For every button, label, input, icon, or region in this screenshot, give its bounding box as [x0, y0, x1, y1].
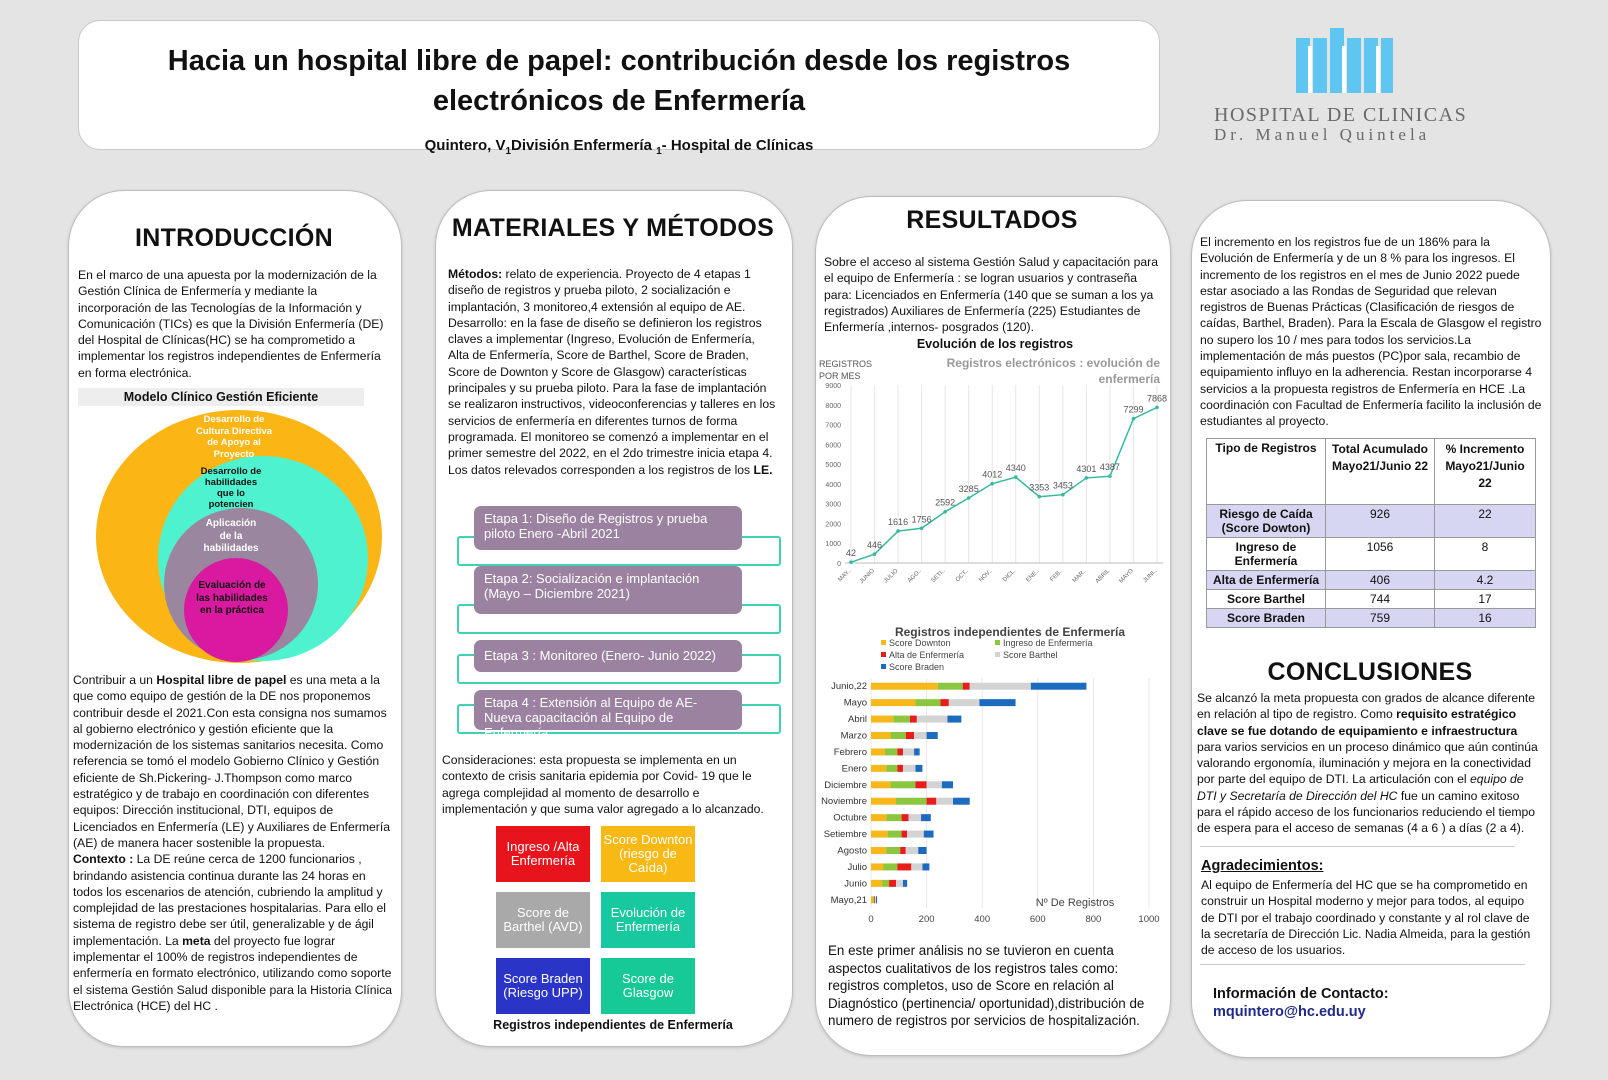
- chart2-bar-segment: [871, 748, 885, 755]
- chart1-point: [967, 496, 971, 500]
- chart1-point: [896, 529, 900, 533]
- chart1-ylabel: REGISTROS: [819, 359, 873, 369]
- table-cell-type: Score Braden: [1207, 609, 1326, 628]
- ack-paragraph: Al equipo de Enfermería del HC que se ha comprometido en construir un Hospital moderno y mejor para todos, al equipo de DTI por el trabajo coordinado y constante y al rol clave de la secretaría de Dirección Lic. Nadia Almeida, para la gestión de acceso de los usuarios.: [1201, 878, 1531, 958]
- chart2-bar-segment: [876, 896, 877, 903]
- logo-line2: Dr. Manuel Quintela: [1214, 125, 1431, 144]
- contact-heading: Información de Contacto:: [1213, 986, 1389, 1002]
- step-3: Etapa 3 : Monitoreo (Enero- Junio 2022): [474, 640, 742, 672]
- chart2-bar-segment: [897, 765, 903, 772]
- chart1-data-label: 446: [867, 540, 883, 551]
- register-tile: Score de Barthel (AVD): [496, 892, 590, 948]
- chart2-category-label: Marzo: [840, 730, 867, 742]
- intro-paragraph-1: En el marco de una apuesta por la modernización de la Gestión Clínica de Enfermería y mediante la incorporación de las Tecnologías de la Información y Comunicación (TICs) es que la División Enfermería (DE) del Hospital de Clínicas(HC) se ha comprometido a implementar los registros independientes de Enfermería en forma electrónica.: [78, 268, 384, 380]
- register-tile: Evolución de Enfermería: [601, 892, 695, 948]
- chart2-bar-segment: [875, 896, 876, 903]
- chart2-category-label: Junio: [844, 878, 867, 890]
- table-cell-value: 759: [1326, 609, 1435, 628]
- chart2-bar-segment: [903, 880, 907, 887]
- tiles-caption: Registros independientes de Enfermería: [493, 1018, 733, 1032]
- chart2-bar-segment: [886, 847, 900, 854]
- chart1-ylabel-2: POR MES: [819, 371, 861, 381]
- chart2-title: Registros independientes de Enfermería: [894, 625, 1126, 639]
- chart1-point: [1085, 476, 1089, 480]
- hospital-logo: [1200, 24, 1490, 144]
- table-row: [1207, 590, 1536, 609]
- chart-bar-container: [815, 612, 1169, 934]
- chart2-bar-segment: [906, 732, 914, 739]
- authors-sup2: 1: [656, 146, 662, 157]
- chart1-point: [920, 526, 924, 530]
- chart2-bar-segment: [896, 880, 903, 887]
- divider-1: [1200, 846, 1515, 847]
- table-cell-value: 17: [1435, 590, 1536, 609]
- chart2-bar-segment: [924, 831, 934, 838]
- chart2-bar-segment: [910, 716, 917, 723]
- methods-paragraph: Métodos: relato de experiencia. Proyecto de 4 etapas 1 diseño de registros y prueba piloto, 2 socialización e implantación, 3 monitoreo,4 extensión al equipo de AE. Desarrollo: en la fase de diseño se definieron los registros claves a implementar (Ingreso, Evolución de Enfermería, Alta de Enfermería, Score de Barthel, Score de Braden, Score de Downton y Score de Glasgow) características principales y su prueba piloto. Para la fase de implantación se realizaron instructivos, videoconferencias y talleres en los servicios de enfermería en diferentes turnos de forma programada. El monitoreo se comenzó a implementar en el primer semestre del 2022, en el 2do trimestre inicia etapa 4. Los datos relevados corresponden a los registros de los LE.: [448, 267, 776, 477]
- chart1-point: [1038, 495, 1042, 499]
- chart2-bar-segment: [871, 781, 890, 788]
- chart2-legend-swatch: [881, 640, 886, 645]
- chart1-xtick: MAY..: [837, 568, 853, 584]
- chart1-point: [1132, 417, 1136, 421]
- chart2-legend-swatch: [881, 652, 886, 657]
- chart2-bar-segment: [927, 781, 942, 788]
- chart2-bar-segment: [902, 831, 908, 838]
- chart2-bar-segment: [918, 847, 926, 854]
- chart1-data-label: 7868: [1146, 393, 1168, 404]
- chart2-category-label: Mayo: [843, 697, 867, 709]
- chart1-ytick: 8000: [825, 402, 841, 410]
- chart1-data-label: 3285: [958, 484, 979, 495]
- chart1-xtick: MAR..: [1071, 568, 1088, 585]
- chart2-bar-segment: [917, 716, 948, 723]
- chart2-legend-label: Alta de Enfermería: [889, 650, 965, 660]
- chart2-bar-segment: [922, 863, 929, 870]
- chart1-ytick: 1000: [825, 541, 841, 549]
- chart2-bar-segment: [941, 699, 949, 706]
- chart-line-registros: [815, 355, 1169, 590]
- ring-label-2: Desarrollo de habilidades que lo potencien: [200, 466, 262, 510]
- chart2-bar-segment: [871, 814, 886, 821]
- considerations: Consideraciones: esta propuesta se implementa en un contexto de crisis sanitaria epidemia por Covid- 19 que le agrega complejidad al momento de desarrollo e implementación y que suma valor agregado a lo alcanzado.: [442, 753, 764, 816]
- chart1-point: [1061, 493, 1065, 497]
- chart2-bar-segment: [871, 798, 896, 805]
- ring-label-1: Desarrollo de Cultura Directiva de Apoyo al Proyecto: [195, 414, 273, 460]
- chart2-bar-segment: [911, 863, 922, 870]
- table-cell-value: 406: [1326, 571, 1435, 590]
- table-cell-type: Riesgo de Caída (Score Dowton): [1207, 505, 1326, 538]
- chart2-bar-segment: [884, 863, 898, 870]
- title-box: [78, 20, 1160, 157]
- chart2-category-label: Agosto: [837, 845, 867, 857]
- chart1-xtick: JUNIO: [858, 568, 876, 586]
- chart2-bar-segment: [902, 814, 909, 821]
- chart2-bar-segment: [871, 863, 884, 870]
- chart1-ytick: 5000: [825, 462, 841, 470]
- chart1-point: [1108, 474, 1112, 478]
- conclusions-paragraph: Se alcanzó la meta propuesta con grados de alcance diferente en relación al tipo de registro. Como requisito estratégico clave se fue dotando de equipamiento e infraestructura para varios servicios en un proceso dinámico que aún continúa valorando ergonomía, iluminación y mejora en la conectividad por parte del equipo de DTI. La articulación con el equipo de DTI y Secretaría de Dirección del HC fue un camino exitoso para el rápido acceso de los funcionarios reduciendo el tiempo de espera para el acceso de semanas (4 a 6 ) a días (2 a 4).: [1197, 691, 1538, 836]
- chart1-xtick: MAYO: [1118, 568, 1135, 585]
- chart1-point: [990, 482, 994, 486]
- poster-title: Hacia un hospital libre de papel: contribución desde los registros electrónicos de Enfermería: [167, 45, 1071, 117]
- divider-2: [1200, 964, 1525, 965]
- chart2-legend-label: Score Downton: [889, 638, 951, 648]
- th-tipo: Tipo de Registros: [1207, 439, 1326, 505]
- intro-paragraph-2: Contribuir a un Hospital libre de papel es una meta a la que como equipo de gestión de la DE nos proponemos contribuir desde el 2021.Con esta consigna nos sumamos al gobierno electrónico y gestión eficiente que la modernización de los sistemas sanitarios necesita. Como referencia se tomó el modelo Gobierno Clínico y Gestión eficiente de Sh.Pickering- J.Thompson como marco estratégico y de trabajo en coordinación con diferentes equipos: Dirección institucional, DTI, equipos de Licenciados en Enfermería (LE) y Auxiliares de Enfermería (AE) de manera hacer sostenible la propuesta. Contexto : La DE reúne cerca de 1200 funcionarios , brindando asistencia continua durante las 24 horas en todos los escenarios de atención, cubriendo la amplitud y complejidad de las prestaciones hospitalarias. Para ello el sistema de registro debe ser útil, generalizable y de ágil implementación. La meta del proyecto fue lograr implementar el 100% de registros independientes de enfermería en formato electrónico, utilizando como soporte el sistema Gestión Salud disponible para la Historia Clínica Electrónica (HCE) del HC .: [73, 673, 393, 1013]
- chart1-xtick: JULIO: [883, 568, 900, 585]
- authors-name: Quintero, V: [424, 137, 506, 154]
- step-4: Etapa 4 : Extensión al Equipo de AE-Nueva capacitación al Equipo de Enfermería.: [474, 690, 742, 730]
- chart2-bar-segment: [871, 765, 886, 772]
- ring-label-3: Aplicación de la habilidades: [203, 518, 259, 554]
- table-cell-value: 1056: [1326, 538, 1435, 571]
- hospital-logo-icon: [1200, 24, 1490, 99]
- conclusions-heading: CONCLUSIONES: [1267, 658, 1473, 686]
- chart1-xtick: SETI..: [930, 568, 947, 585]
- chart2-bar-segment: [979, 699, 1015, 706]
- chart2-bar-segment: [909, 814, 922, 821]
- chart2-bar-segment: [897, 748, 903, 755]
- chart1-data-label: 7299: [1123, 404, 1144, 415]
- chart1-ytick: 4000: [825, 481, 841, 489]
- table-row: [1207, 609, 1536, 628]
- chart2-bar-segment: [890, 732, 905, 739]
- chart2-xlabel: Nº De Registros: [1035, 897, 1115, 909]
- chart2-category-label: Febrero: [833, 746, 867, 758]
- chart1-data-label: 1616: [888, 517, 909, 528]
- register-tile: Ingreso /Alta Enfermería: [496, 826, 590, 882]
- chart2-xtick: 600: [1029, 914, 1046, 925]
- chart2-bar-segment: [949, 699, 980, 706]
- chart1-data-label: 4301: [1076, 463, 1097, 474]
- table-cell-type: Alta de Enfermería: [1207, 571, 1326, 590]
- results-table-wrap: [1206, 438, 1536, 628]
- chart2-bar-segment: [897, 863, 911, 870]
- chart1-data-label: 1756: [911, 514, 932, 525]
- chart2-bar-segment: [888, 831, 902, 838]
- chart2-bar-segment: [871, 683, 938, 690]
- authors-division: División Enfermería: [511, 137, 657, 154]
- chart1-xtick: DICI..: [1002, 568, 1018, 584]
- table-cell-value: 926: [1326, 505, 1435, 538]
- chart2-bar-segment: [907, 831, 924, 838]
- chart2-bar-segment: [893, 716, 910, 723]
- table-row: [1207, 505, 1536, 538]
- chart1-xtick: OCT..: [955, 568, 971, 584]
- chart2-bar-segment: [914, 748, 920, 755]
- authors-hospital: - Hospital de Clínicas: [661, 137, 814, 154]
- chart-line-container: [815, 355, 1169, 590]
- chart2-xtick: 0: [868, 914, 874, 925]
- chart2-bar-segment: [927, 798, 937, 805]
- chart2-bar-segment: [886, 765, 897, 772]
- chart1-xtick: AGO..: [906, 568, 924, 585]
- chart1-xtick: FEB..: [1049, 568, 1065, 584]
- register-tile: Score de Glasgow: [601, 958, 695, 1014]
- chart2-category-label: Diciembre: [824, 779, 867, 791]
- chart1-data-label: 2592: [935, 497, 956, 508]
- chart2-bar-segment: [871, 732, 890, 739]
- results-table: [1206, 438, 1536, 628]
- chart1-xtick: NOV..: [978, 568, 994, 584]
- chart2-bar-segment: [915, 765, 922, 772]
- chart1-data-label: 42: [845, 548, 857, 559]
- chart1-ytick: 3000: [825, 501, 841, 509]
- th-total: Total Acumulado Mayo21/Junio 22: [1326, 439, 1435, 505]
- results-heading: RESULTADOS: [906, 206, 1078, 234]
- chart1-ytick: 9000: [825, 383, 841, 390]
- chart2-bar-segment: [921, 814, 931, 821]
- chart2-legend-swatch: [995, 652, 1000, 657]
- chart2-bar-segment: [936, 798, 953, 805]
- chart2-bar-segment: [947, 716, 961, 723]
- chart2-bar-segment: [970, 683, 1031, 690]
- chart2-bar-segment: [871, 699, 915, 706]
- chart2-bar-segment: [963, 683, 970, 690]
- chart2-category-label: Junio,22: [831, 681, 867, 693]
- chart1-data-label: 4340: [1005, 463, 1026, 474]
- methods-heading: MATERIALES Y MÉTODOS: [451, 214, 775, 242]
- chart1-ytick: 7000: [825, 422, 841, 430]
- chart2-category-label: Abril: [847, 714, 867, 726]
- chart2-category-label: Mayo,21: [830, 894, 867, 906]
- chart1-point: [943, 510, 947, 514]
- chart1-xtick: ENE..: [1025, 568, 1041, 584]
- results-paragraph-2: En este primer análisis no se tuvieron en cuenta aspectos cualitativos de los registros tales como: registros completos, uso de Score en relación al Diagnóstico (pertinencia/ oportunidad),distribución de numero de registros por servicios de hospitalización.: [828, 943, 1145, 1028]
- step-1: Etapa 1: Diseño de Registros y prueba piloto Enero -Abril 2021: [474, 506, 742, 550]
- chart2-xtick: 200: [918, 914, 935, 925]
- chart2-bar-segment: [873, 896, 874, 903]
- table-cell-value: 16: [1435, 609, 1536, 628]
- results-paragraph-1: Sobre el acceso al sistema Gestión Salud y capacitación para el equipo de Enfermería : se logran usuarios y contraseña para: Licenciados en Enfermería (140 que se suman a los ya registrados) Auxiliares de Enfermería (225) Estudiantes de Enfermería ,internos- posgrados (120).: [824, 255, 1158, 335]
- step-2: Etapa 2: Socialización e implantación (Mayo – Diciembre 2021): [474, 566, 742, 614]
- chart1-data-label: 3453: [1052, 480, 1073, 491]
- table-cell-type: Ingreso de Enfermería: [1207, 538, 1326, 571]
- chart2-bar-segment: [871, 847, 886, 854]
- chart2-bar-segment: [900, 847, 906, 854]
- chart1-title: Registros electrónicos : evolución de: [946, 356, 1160, 370]
- chart2-bar-segment: [871, 896, 873, 903]
- table-row: [1207, 571, 1536, 590]
- ring-label-4: Evaluación de las habilidades en la práctica: [196, 580, 268, 616]
- chart2-bar-segment: [942, 781, 953, 788]
- table-cell-type: Score Barthel: [1207, 590, 1326, 609]
- chart2-bar-segment: [871, 831, 888, 838]
- chart1-ytick: 0: [837, 561, 841, 568]
- chart2-xtick: 800: [1085, 914, 1102, 925]
- chart2-bar-segment: [889, 880, 896, 887]
- logo-line1: HOSPITAL DE CLINICAS: [1214, 104, 1468, 126]
- table-cell-value: 22: [1435, 505, 1536, 538]
- chart2-legend-label: Score Barthel: [1003, 650, 1058, 660]
- table-cell-value: 8: [1435, 538, 1536, 571]
- chart1-point: [873, 552, 877, 556]
- chart2-bar-segment: [938, 683, 963, 690]
- chart2-bar-segment: [885, 748, 898, 755]
- chart2-bar-segment: [914, 732, 927, 739]
- authors-sup1: 1: [505, 146, 512, 157]
- chart1-data-label: 3353: [1029, 482, 1050, 493]
- table-cell-value: 744: [1326, 590, 1435, 609]
- chart2-bar-segment: [871, 880, 882, 887]
- chart2-bar-segment: [927, 732, 938, 739]
- register-tile: Score Downton (riesgo de Caída): [601, 826, 695, 882]
- chart2-bar-segment: [915, 781, 926, 788]
- model-title: Modelo Clínico Gestión Eficiente: [78, 388, 364, 406]
- intro-heading: INTRODUCCIÓN: [134, 224, 334, 252]
- chart2-bar-segment: [882, 880, 889, 887]
- chart2-bar-segment: [871, 716, 893, 723]
- poster-authors: [79, 137, 1159, 157]
- chart2-bar-segment: [886, 814, 901, 821]
- contact-email[interactable]: mquintero@hc.edu.uy: [1213, 1004, 1366, 1020]
- chart2-legend-swatch: [995, 640, 1000, 645]
- chart1-xtick: ABRIL: [1094, 568, 1112, 585]
- chart2-category-label: Enero: [841, 763, 867, 775]
- chart2-category-label: Julio: [847, 861, 867, 873]
- chart1-ytick: 2000: [825, 521, 841, 529]
- chart2-legend-swatch: [881, 664, 886, 669]
- table-cell-value: 4.2: [1435, 571, 1536, 590]
- chart2-bar-segment: [1031, 683, 1087, 690]
- chart2-category-label: Octubre: [833, 812, 867, 824]
- chart-bar-registros: [815, 612, 1169, 934]
- chart1-ytick: 6000: [825, 442, 841, 450]
- chart2-category-label: Noviembre: [821, 796, 867, 808]
- chart2-bar-segment: [953, 798, 970, 805]
- register-tile: Score Braden (Riesgo UPP): [496, 958, 590, 1014]
- chart2-bar-segment: [903, 765, 916, 772]
- chart1-data-label: 4387: [1099, 462, 1120, 473]
- chart1-data-label: 4012: [982, 469, 1003, 480]
- chart1-title-2: enfermería: [1098, 372, 1160, 386]
- chart1-point: [1155, 406, 1159, 410]
- chart1-caption: Evolución de los registros: [916, 337, 1074, 351]
- chart2-bar-segment: [896, 798, 927, 805]
- th-incremento: % Incremento Mayo21/Junio 22: [1435, 439, 1536, 505]
- chart2-legend-label: Score Braden: [889, 662, 945, 672]
- chart1-xtick: JUNI..: [1142, 568, 1159, 585]
- discussion-paragraph: El incremento en los registros fue de un 186% para la Evolución de Enfermería y de un 8 % para los ingresos. El incremento de los registros en el mes de Junio 2022 puede estar asociado a las Rondas de Seguridad que relevan registros de Buenas Prácticas (Clasificación de riesgos de caídas, Barthel, Braden). Para la Escala de Glasgow el registro no supero los 10 / mes para todos los servicios.La implementación de más puestos (PC)por sala, recambio de equipamiento influyo en la adherencia. Restan incorporarse 4 servicios a la propuesta registros de Enfermería en HCE .La coordinación con Facultad de Enfermería facilito la inclusión de estudiantes al proyecto.: [1200, 235, 1542, 429]
- ack-heading: Agradecimientos:: [1201, 858, 1324, 874]
- table-row: [1207, 538, 1536, 571]
- chart2-xtick: 1000: [1138, 914, 1160, 925]
- chart2-bar-segment: [903, 748, 914, 755]
- chart2-bar-segment: [874, 896, 875, 903]
- model-diagram: [96, 410, 384, 665]
- chart2-bar-segment: [915, 699, 940, 706]
- chart2-bar-segment: [890, 781, 915, 788]
- chart1-point: [849, 560, 853, 564]
- chart1-point: [1014, 475, 1018, 479]
- chart2-bar-segment: [906, 847, 919, 854]
- chart1-series-line: [851, 404, 1157, 562]
- chart2-category-label: Setiembre: [823, 829, 867, 841]
- chart2-legend-label: Ingreso de Enfermería: [1003, 638, 1093, 648]
- chart2-xtick: 400: [974, 914, 991, 925]
